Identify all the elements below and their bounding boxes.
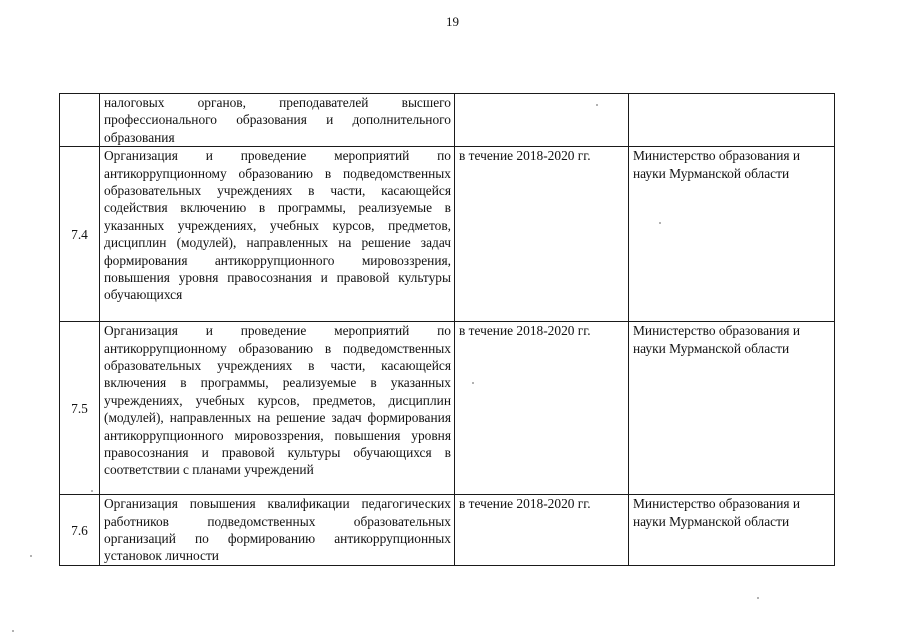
measure-description-cell: Организация и проведение мероприятий по антикоррупционному образованию в подведомственных образовательных учреждениях в части, касающейся включения в программы, реализуемые в указанных учреждениях, учебных курсов, предметов, дисциплин (модулей), направленных на решение задач формирования антикоррупционного мировоззрения, повышения уровня правосознания и правовой культуры обучающихся в соответствии с планами учреждений xyxy=(100,322,455,495)
executor-cell: Министерство образования и науки Мурманской области xyxy=(629,495,835,566)
scan-speck xyxy=(472,382,474,384)
item-number-cell: 7.4 xyxy=(60,147,100,322)
table-row xyxy=(60,322,835,495)
term-cell: в течение 2018-2020 гг. xyxy=(455,147,629,322)
term-cell xyxy=(455,94,629,147)
scan-speck xyxy=(30,555,32,557)
executor-cell: Министерство образования и науки Мурманской области xyxy=(629,322,835,495)
measures-table xyxy=(59,93,835,566)
scan-speck xyxy=(757,597,759,599)
executor-cell xyxy=(629,94,835,147)
item-number-cell: 7.5 xyxy=(60,322,100,495)
measure-description-cell: Организация и проведение мероприятий по антикоррупционному образованию в подведомственных образовательных учреждениях в части, касающейся содействия включению в программы, реализуемые в указанных учреждениях, учебных курсов, предметов, дисциплин (модулей), направленных на решение задач формирования антикоррупционного мировоззрения, повышения уровня правосознания и правовой культуры обучающихся xyxy=(100,147,455,322)
scan-speck xyxy=(659,222,661,224)
table-row xyxy=(60,94,835,147)
scan-speck xyxy=(12,630,14,632)
item-number-cell xyxy=(60,94,100,147)
measure-description-cell: налоговых органов, преподавателей высшего профессионального образования и дополнительного образования xyxy=(100,94,455,147)
item-number-cell: 7.6 xyxy=(60,495,100,566)
measure-description-cell: Организация повышения квалификации педагогических работников подведомственных образовательных организаций по формированию антикоррупционных установок личности xyxy=(100,495,455,566)
table-row xyxy=(60,495,835,566)
table-row xyxy=(60,147,835,322)
scan-speck xyxy=(596,104,598,106)
executor-cell: Министерство образования и науки Мурманской области xyxy=(629,147,835,322)
term-cell: в течение 2018-2020 гг. xyxy=(455,495,629,566)
page-number: 19 xyxy=(446,14,459,29)
scan-speck xyxy=(91,490,93,492)
term-cell: в течение 2018-2020 гг. xyxy=(455,322,629,495)
